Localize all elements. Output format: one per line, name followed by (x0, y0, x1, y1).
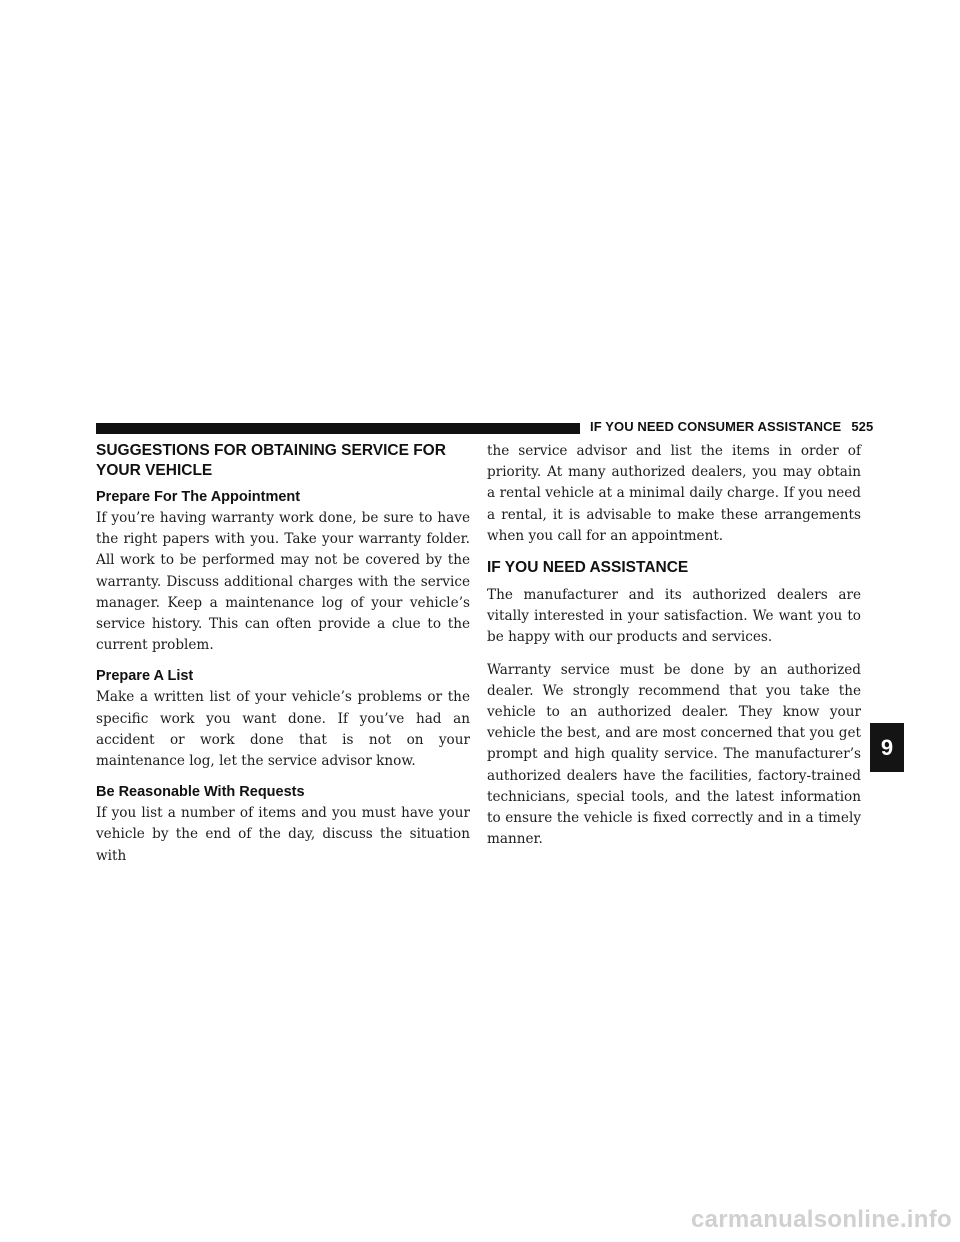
chapter-tab: 9 (870, 723, 904, 772)
paragraph-warranty-service: Warranty service must be done by an authorized dealer. We strongly recommend that you take the vehicle to an authorized dealer. They know your vehicle the best, and are most concerned that you get prompt and high quality service. The manufacturer’s authorized dealers have the facilities, factory-trained technicians, special tools, and the latest information to ensure the vehicle is fixed correctly and in a timely manner. (487, 661, 861, 848)
right-column (487, 441, 861, 861)
header-rule (96, 423, 580, 434)
subheading-requests: Be Reasonable With Requests (96, 784, 305, 801)
running-head (590, 419, 874, 434)
section-title: IF YOU NEED CONSUMER ASSISTANCE (590, 419, 842, 434)
subheading-list: Prepare A List (96, 668, 194, 685)
watermark: carmanualsonline.info (690, 1206, 952, 1233)
paragraph-list: Make a written list of your vehicle’s problems or the specific work you want done. If you’ve had an accident or work done that is not on your maintenance log, let the service advisor know. (96, 689, 470, 770)
subheading-appointment: Prepare For The Appointment (96, 489, 301, 505)
section-heading-assistance: IF YOU NEED ASSISTANCE (487, 559, 689, 577)
left-column (96, 441, 470, 878)
paragraph-requests: If you list a number of items and you must have your vehicle by the end of the day, discuss the situation with (96, 805, 470, 864)
paragraph-satisfaction: The manufacturer and its authorized dealers are vitally interested in your satisfaction. We want you to be happy with our products and services. (487, 587, 861, 646)
section-heading-service: SUGGESTIONS FOR OBTAINING SERVICE FOR YOUR VEHICLE (96, 442, 446, 479)
paragraph-appointment: If you’re having warranty work done, be sure to have the right papers with you. Take your warranty folder. All work to be performed may not be covered by the warranty. Discuss additional charges with the service manager. Keep a maintenance log of your vehicle’s service history. This can often provide a clue to the current problem. (96, 510, 470, 654)
paragraph-requests-continued: the service advisor and list the items in order of priority. At many authorized dealers, you may obtain a rental vehicle at a minimal daily charge. If you need a rental, it is advisable to make these arrangements when you call for an appointment. (487, 443, 861, 544)
page-number: 525 (851, 419, 874, 434)
